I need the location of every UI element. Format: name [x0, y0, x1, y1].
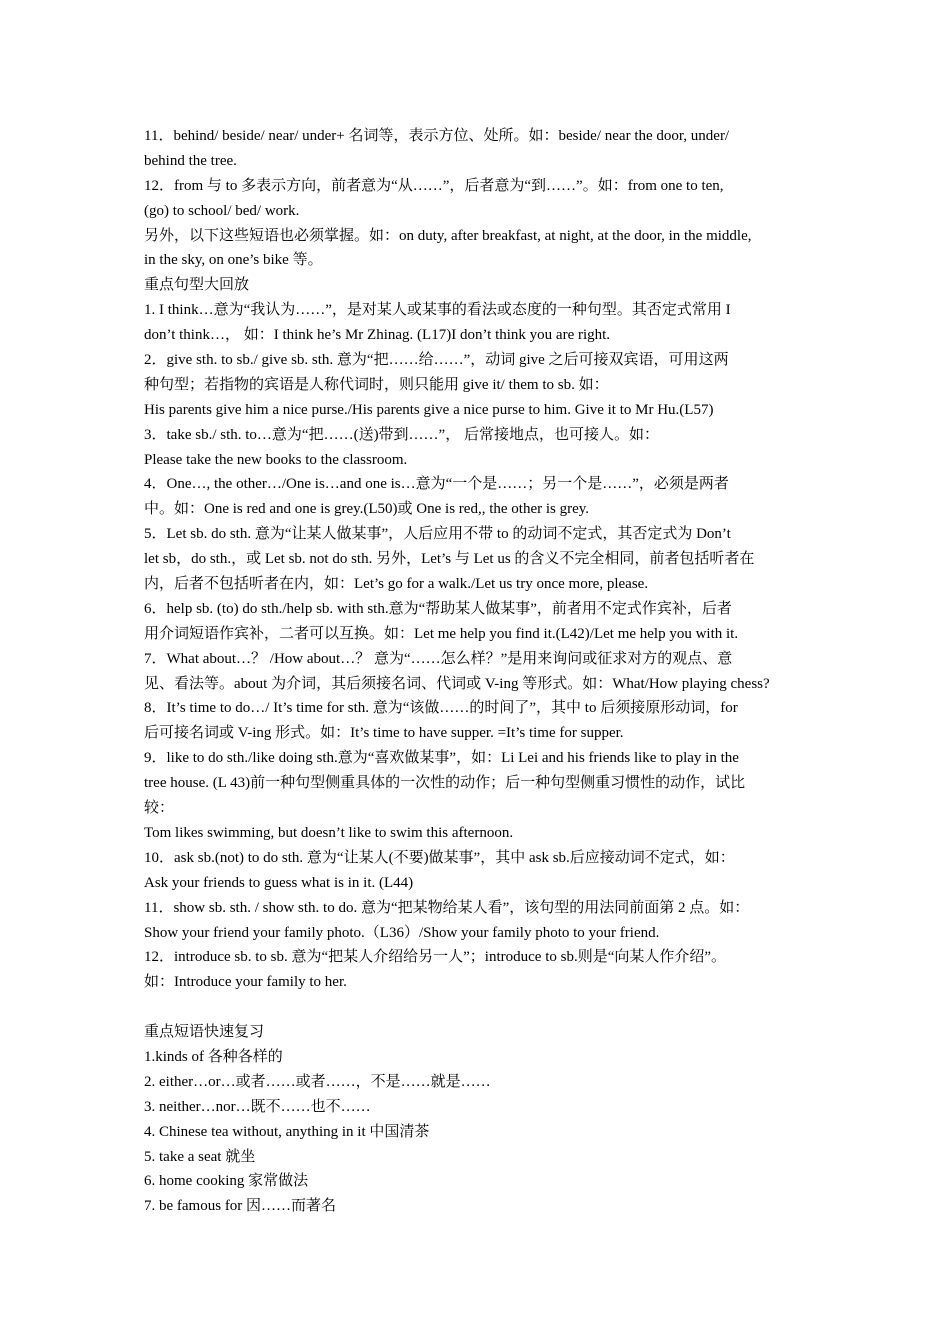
text-line: 如：Introduce your family to her.	[144, 974, 347, 991]
text-line: in the sky, on one’s bike 等。	[144, 252, 323, 269]
text-line: 重点句型大回放	[144, 277, 250, 294]
text-line: 12．from 与 to 多表示方向，前者意为“从……”，后者意为“到……”。如：from one to ten,	[144, 177, 724, 194]
text-line: 10．ask sb.(not) to do sth. 意为“让某人(不要)做某事”，其中 ask sb.后应接动词不定式，如：	[144, 849, 735, 866]
text-line: let sb，do sth.，或 Let sb. not do sth. 另外，Let’s 与 Let us 的含义不完全相同，前者包括听者在	[144, 551, 755, 568]
text-line: behind the tree.	[144, 152, 237, 169]
text-line: 2. either…or…或者……或者……，不是……就是……	[144, 1073, 491, 1090]
text-line: 内，后者不包括听者在内，如：Let’s go for a walk./Let us try once more, please.	[144, 576, 649, 593]
text-line: His parents give him a nice purse./His parents give a nice purse to him. Give it to Mr Hu.(L57)	[144, 401, 714, 418]
blank-line	[144, 995, 812, 1020]
text-line: 6．help sb. (to) do sth./help sb. with sth.意为“帮助某人做某事”，前者用不定式作宾补，后者	[144, 600, 732, 617]
text-line: 重点短语快速复习	[144, 1024, 265, 1041]
text-line: 见、看法等。about 为介词，其后须接名词、代词或 V-ing 等形式。如：What/How playing chess?	[144, 675, 770, 692]
text-line: 7．What about…？ /How about…？ 意为“……怎么样？”是用来询问或征求对方的观点、意	[144, 650, 733, 667]
text-line: 3．take sb./ sth. to…意为“把……(送)带到……”， 后常接地点，也可接人。如：	[144, 426, 659, 443]
text-line: 4．One…, the other…/One is…and one is…意为“一个是……；另一个是……”，必须是两者	[144, 476, 729, 493]
text-line: 1.kinds of 各种各样的	[144, 1048, 283, 1065]
text-line: tree house. (L 43)前一种句型侧重具体的一次性的动作；后一种句型侧重习惯性的动作，试比	[144, 775, 746, 792]
text-line: 8．It’s time to do…/ It’s time for sth. 意为“该做……的时间了”，其中 to 后须接原形动词，for	[144, 700, 738, 717]
text-line: 6. home cooking 家常做法	[144, 1173, 309, 1190]
text-line: 5. take a seat 就坐	[144, 1148, 256, 1165]
text-line: 12．introduce sb. to sb. 意为“把某人介绍给另一人”；introduce to sb.则是“向某人作介绍”。	[144, 949, 727, 966]
text-line: 11．show sb. sth. / show sth. to do. 意为“把某物给某人看”，该句型的用法同前面第 2 点。如：	[144, 899, 750, 916]
grammar-notes-section	[144, 124, 812, 995]
text-line: 较：	[144, 800, 175, 817]
text-line: 4. Chinese tea without, anything in it 中国清茶	[144, 1123, 430, 1140]
text-line: don’t think…， 如：I think he’s Mr Zhinag. (L17)I don’t think you are right.	[144, 327, 611, 344]
phrase-review-section	[144, 1020, 812, 1219]
text-line: 中。如：One is red and one is grey.(L50)或 One is red,, the other is grey.	[144, 501, 590, 518]
text-line: Ask your friends to guess what is in it. (L44)	[144, 874, 414, 891]
text-line: Tom likes swimming, but doesn’t like to swim this afternoon.	[144, 824, 514, 841]
text-line: 后可接名词或 V-ing 形式。如：It’s time to have supper. =It’s time for supper.	[144, 725, 624, 742]
text-line: 种句型；若指物的宾语是人称代词时，则只能用 give it/ them to sb. 如：	[144, 376, 609, 393]
text-line: 用介词短语作宾补，二者可以互换。如：Let me help you find it.(L42)/Let me help you with it.	[144, 625, 739, 642]
document-page	[144, 124, 812, 1219]
text-line: 9．like to do sth./like doing sth.意为“喜欢做某事”，如：Li Lei and his friends like to play in the	[144, 750, 739, 767]
text-line: 另外，以下这些短语也必须掌握。如：on duty, after breakfast, at night, at the door, in the middle,	[144, 227, 752, 244]
text-line: 7. be famous for 因……而著名	[144, 1198, 337, 1215]
text-line: Show your friend your family photo.（L36）/Show your family photo to your friend.	[144, 924, 660, 941]
text-line: 11．behind/ beside/ near/ under+ 名词等，表示方位、处所。如：beside/ near the door, under/	[144, 128, 730, 144]
text-line: 1. I think…意为“我认为……”，是对某人或某事的看法或态度的一种句型。其否定式常用 I	[144, 302, 731, 319]
text-line: (go) to school/ bed/ work.	[144, 202, 300, 219]
text-line: 3. neither…nor…既不……也不……	[144, 1098, 371, 1115]
text-line: 5．Let sb. do sth. 意为“让某人做某事”，人后应用不带 to 的动词不定式，其否定式为 Don’t	[144, 526, 731, 543]
text-line: 2．give sth. to sb./ give sb. sth. 意为“把……给……”，动词 give 之后可接双宾语，可用这两	[144, 352, 729, 369]
text-line: Please take the new books to the classroom.	[144, 451, 408, 468]
